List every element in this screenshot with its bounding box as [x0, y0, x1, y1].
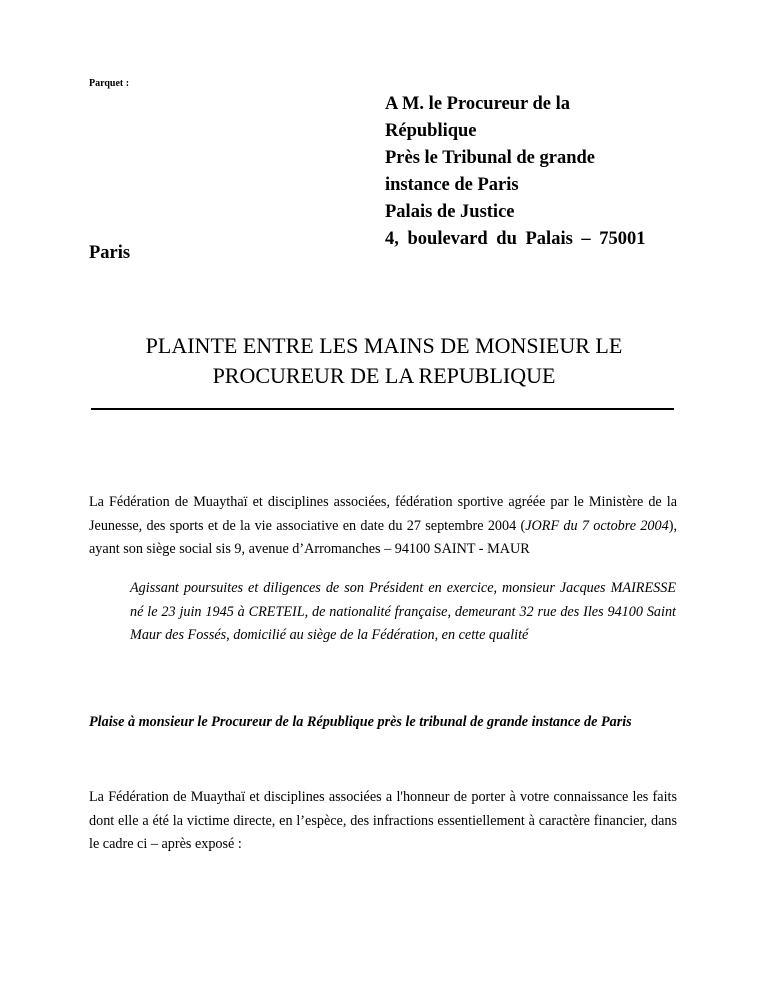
title-divider — [91, 408, 674, 410]
title-line-2: PROCUREUR DE LA REPUBLIQUE — [212, 363, 556, 388]
plaintiff-address: ), ayant son siège social sis 9, avenue d’Arromanches – 94100 SAINT - MAUR — [89, 517, 677, 558]
recipient-line: A M. le Procureur de la — [385, 94, 570, 114]
recipient-line: instance de Paris — [385, 175, 519, 195]
plaintiff-paragraph — [89, 491, 677, 562]
parquet-label: Parquet : — [89, 78, 130, 89]
document-title — [89, 331, 679, 391]
recipient-line: Palais de Justice — [385, 202, 515, 222]
representation-paragraph: Agissant poursuites et diligences de son Président en exercice, monsieur Jacques MAIRESSE né le 23 juin 1945 à CRETEIL, de nationalité française, demeurant 32 rue des Iles 94100 Saint Maur des Fossés, domicilié au siège de la Fédération, en cette qualité — [130, 580, 676, 644]
recipient-city: Paris — [89, 243, 131, 263]
statement-paragraph: La Fédération de Muaythaï et disciplines associées a l'honneur de porter à votre connaissance les faits dont elle a été la victime directe, en l’espèce, des infractions essentiellement à caractère financier, dans le cadre ci – après exposé : — [89, 789, 677, 853]
recipient-address-block — [385, 91, 685, 253]
recipient-line: République — [385, 121, 477, 141]
address-formula: Plaise à monsieur le Procureur de la République près le tribunal de grande instance de Paris — [89, 714, 632, 731]
title-line-1: PLAINTE ENTRE LES MAINS DE MONSIEUR LE — [145, 333, 623, 358]
plaintiff-text: La Fédération de Muaythaï et disciplines associées, fédération sportive agréée par le Ministère de la Jeunesse, des sports et de la vie associative en date du 27 septembre 2004 ( — [89, 494, 677, 534]
journal-reference: JORF du 7 octobre 2004 — [525, 517, 669, 534]
recipient-line: Près le Tribunal de grande — [385, 148, 596, 168]
recipient-line: 4, boulevard du Palais – 75001 — [385, 229, 646, 249]
